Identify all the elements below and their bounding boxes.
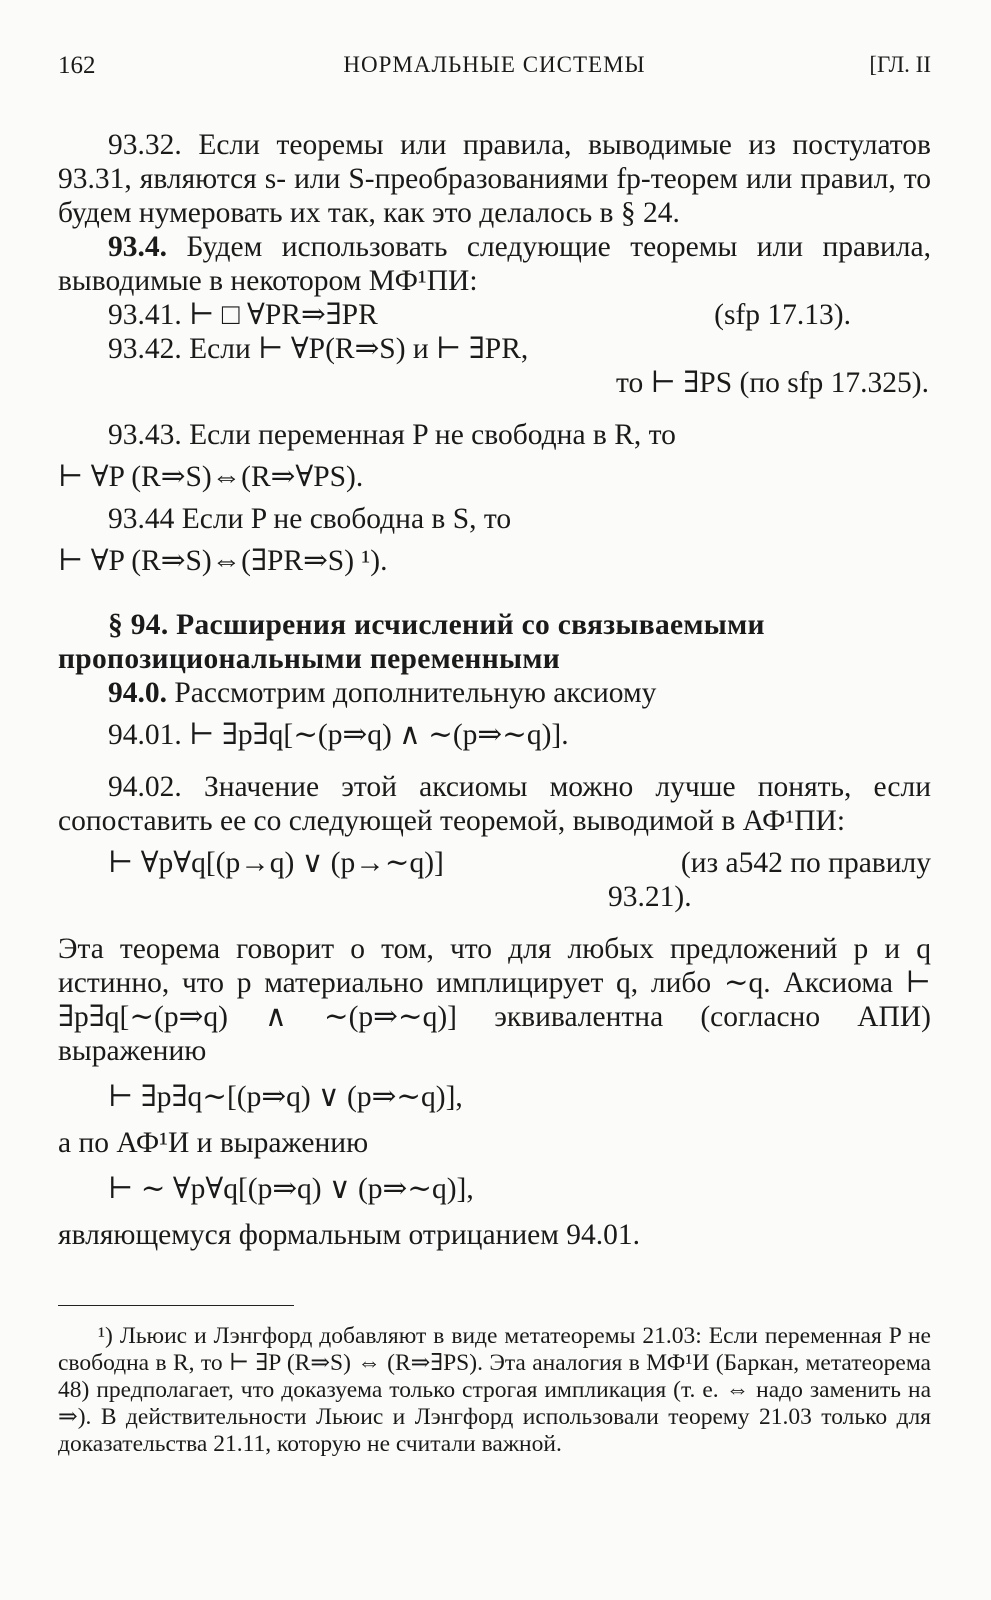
paragraph-94-0 bbox=[58, 676, 931, 710]
paragraph-text: Будем использовать следующие теоремы или правила, выводимые в некотором МФ¹ПИ: bbox=[58, 231, 931, 297]
formula-reference: (sfp 17.13). bbox=[714, 299, 851, 331]
footnote-rule bbox=[58, 1305, 294, 1306]
formula-93-41 bbox=[58, 298, 931, 332]
page-header bbox=[58, 52, 931, 86]
formula-93-43-line1: 93.43. Если переменная P не свободна в R, то bbox=[108, 419, 676, 451]
footnote-text: ¹) Льюис и Лэнгфорд добавляют в виде метатеоремы 21.03: Если переменная P не свободна в R, то ⊢ ∃P (R⇒S) ⇔ (R⇒∃PS). Эта аналогия в МФ¹И (Баркан, метатеорема 48) предполагает, что доказуема только строгая импликация (т. е. ⇔ надо заменить на ⇒). В действительности Льюис и Лэнгфорд использовали теорему 21.03 только для доказательства 21.11, которую не считали важной. bbox=[58, 1323, 931, 1457]
formula-93-44-line1: 93.44 Если P не свободна в S, то bbox=[108, 503, 512, 535]
paragraph-text: Рассмотрим дополнительную аксиому bbox=[167, 677, 657, 709]
formula-reference-line2: 93.21). bbox=[608, 881, 692, 913]
formula-93-42-line1: 93.42. Если ⊢ ∀P(R⇒S) и ⊢ ∃PR, bbox=[108, 333, 529, 365]
formula-reference bbox=[608, 846, 931, 914]
footnote bbox=[58, 1323, 931, 1458]
paragraph-number: 94.0. bbox=[108, 677, 167, 709]
formula-93-44-line2: ⊢ ∀P (R⇒S)⇔(∃PR⇒S) ¹). bbox=[58, 545, 388, 577]
formula-93-42-line2: то ⊢ ∃PS (по sfp 17.325). bbox=[615, 367, 929, 399]
formula-text: 93.41. ⊢ □ ∀PR⇒∃PR bbox=[108, 299, 378, 331]
formula-theorem bbox=[58, 846, 931, 914]
page-number: 162 bbox=[58, 52, 96, 79]
formula-text: ⊢ ∀p∀q[(p→q) ∨ (p→∼q)] bbox=[108, 847, 444, 879]
paragraph-93-4 bbox=[58, 230, 931, 298]
section-title: § 94. Расширения исчислений со связываемыми пропозициональными переменными bbox=[58, 609, 765, 675]
paragraph-93-32: 93.32. Если теоремы или правила, выводимые из постулатов 93.31, являются s- или S-преобразованиями fp-теорем или правил, то будем нумеровать их так, как это делалось в § 24. bbox=[58, 129, 931, 229]
paragraph-and: а по АФ¹И и выражению bbox=[58, 1127, 369, 1159]
paragraph-explanation: Эта теорема говорит о том, что для любых предложений p и q истинно, что p материально имплицирует q, либо ∼q. Аксиома ⊢ ∃p∃q[∼(p⇒q) ∧ ∼(p⇒∼q)] эквивалентна (согласно АПИ) выражению bbox=[58, 933, 931, 1067]
formula-reference-line1: (из a542 по правилу bbox=[680, 847, 931, 879]
formula-expression-1: ⊢ ∃p∃q∼[(p⇒q) ∨ (p⇒∼q)], bbox=[108, 1081, 463, 1113]
running-title: НОРМАЛЬНЫЕ СИСТЕМЫ bbox=[343, 52, 646, 77]
main-text bbox=[58, 128, 931, 1252]
formula-93-43-line2: ⊢ ∀P (R⇒S)⇔(R⇒∀PS). bbox=[58, 461, 364, 493]
formula-94-01: 94.01. ⊢ ∃p∃q[∼(p⇒q) ∧ ∼(p⇒∼q)]. bbox=[108, 719, 569, 751]
chapter-label: [ГЛ. II bbox=[869, 52, 931, 77]
paragraph-94-02: 94.02. Значение этой аксиомы можно лучше понять, если сопоставить ее со следующей теоремой, выводимой в АФ¹ПИ: bbox=[58, 771, 931, 837]
paragraph-number: 93.4. bbox=[108, 231, 167, 263]
formula-expression-2: ⊢ ∼ ∀p∀q[(p⇒q) ∨ (p⇒∼q)], bbox=[108, 1173, 474, 1205]
paragraph-negation: являющемуся формальным отрицанием 94.01. bbox=[58, 1219, 641, 1251]
